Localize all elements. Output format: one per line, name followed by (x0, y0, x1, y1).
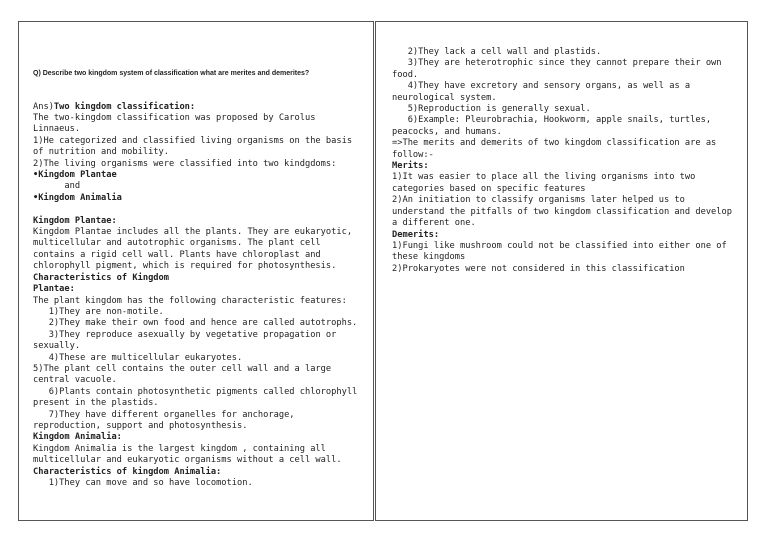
left-page-text (33, 46, 365, 489)
left-text-line: Kingdom Plantae: (33, 215, 117, 226)
left-text-line: Plantae: (33, 284, 75, 295)
left-text-line: The two-kingdom classification was proposed by Carolus Linnaeus. (33, 113, 321, 135)
left-text-line: •Kingdom Animalia (33, 192, 122, 203)
left-text-line: 1)They are non-motile. (33, 306, 164, 317)
left-text-line: Kingdom Animalia is the largest kingdom , containing all multicellular and eukaryotic organisms without a cell wall. (33, 443, 342, 466)
right-text-line: 1)Fungi like mushroom could not be classified into either one of these kingdoms (392, 240, 732, 263)
right-text-line: Demerits: (392, 229, 440, 240)
left-text-line: 5)The plant cell contains the outer cell wall and a large central vacuole. (33, 363, 337, 386)
right-text-line: 2)Prokaryotes were not considered in this classification (392, 263, 685, 274)
right-page-text (392, 47, 739, 275)
left-blank-line (33, 204, 365, 215)
left-text-line: •Kingdom Plantae (33, 170, 117, 181)
left-text-line: 1)He categorized and classified living organisms on the basis of nutrition and mobility. (33, 135, 358, 158)
left-text-line: and (33, 181, 81, 192)
left-notebook-page (18, 21, 374, 521)
left-text-line: 3)They reproduce asexually by vegetative propagation or sexually. (33, 329, 342, 352)
left-text-line: 2)The living organisms were classified into two kindgdoms: (33, 158, 337, 169)
left-text-line: 2)They make their own food and hence are called autotrophs. (33, 318, 358, 329)
left-text-line: The plant kingdom has the following characteristic features: (33, 295, 347, 306)
left-text-line: 4)These are multicellular eukaryotes. (33, 352, 243, 363)
left-text-line: 7)They have different organelles for anchorage, reproduction, support and photosynthesis. (33, 409, 300, 431)
left-text-line: Characteristics of kingdom Animalia: (33, 466, 222, 477)
right-text-line: Merits: (392, 161, 429, 172)
right-text-line: 3)They are heterotrophic since they cannot prepare their own food. (392, 58, 727, 80)
right-text-line: 1)It was easier to place all the living organisms into two categories based on specific features (392, 172, 701, 194)
right-text-line: 4)They have excretory and sensory organs, as well as a neurological system. (392, 81, 696, 103)
right-text-line: 6)Example: Pleurobrachia, Hookworm, apple snails, turtles, peacocks, and humans. (392, 115, 717, 137)
right-text-line: 2)They lack a cell wall and plastids. (392, 47, 602, 57)
left-text-line: Characteristics of Kingdom (33, 272, 169, 283)
right-notebook-page (375, 21, 748, 521)
left-text-line: 6)Plants contain photosynthetic pigments called chlorophyll present in the plastids. (33, 386, 363, 409)
left-text-line: Kingdom Plantae includes all the plants. They are eukaryotic, multicellular and autotrophic organisms. The plant cell contains a rigid cell wall. Plants have chloroplast and chlorophyll pigment, which is required for photosynthesis. (33, 227, 358, 272)
right-text-line: 2)An initiation to classify organisms later helped us to understand the pitfalls of two kingdom classification and develop a different one. (392, 195, 738, 229)
left-answer-heading: Ans)Two kingdom classification: (33, 101, 196, 112)
left-text-line: 1)They can move and so have locomotion. (33, 478, 253, 489)
question-heading: Q) Describe two kingdom system of classification what are merites and demerites? (33, 69, 310, 77)
right-text-line: =>The merits and demerits of two kingdom classification are as follow:- (392, 138, 722, 160)
right-text-line: 5)Reproduction is generally sexual. (392, 104, 591, 115)
left-text-line: Kingdom Animalia: (33, 432, 122, 443)
